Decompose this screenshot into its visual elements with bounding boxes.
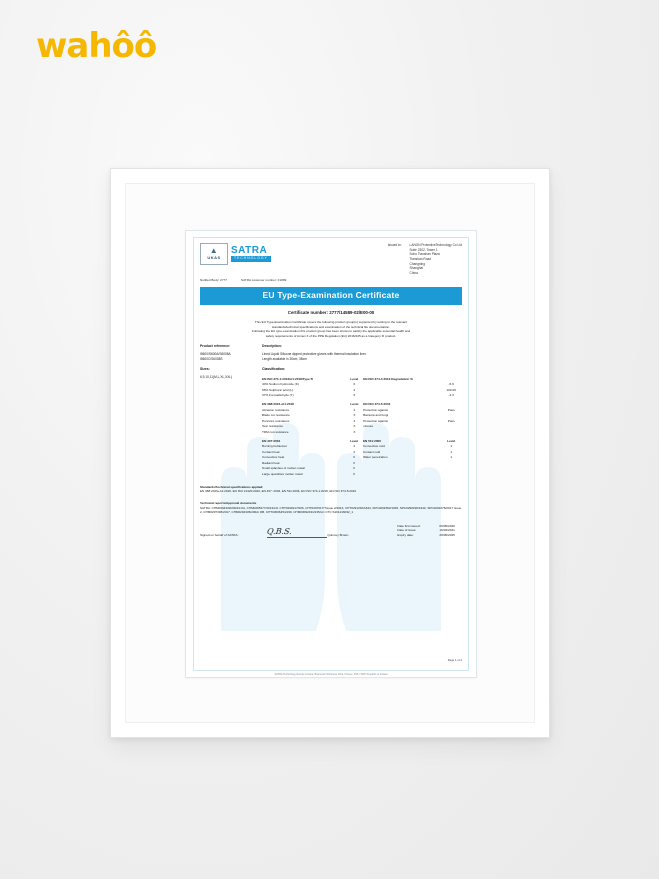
intro-line: safety requirements of Annex II of the PPE Regulation (EU) 2016/425 as a Category III product. <box>265 333 397 338</box>
signature-glyph: Q.B.S. <box>266 527 293 537</box>
cell-property-right <box>363 393 442 398</box>
product-reference-values <box>200 352 462 362</box>
cell-property-right <box>363 429 442 434</box>
certificate-footer: SATRA Technology Europe Limited, Bracetown Business Park, Clonee, D15 YN2P, Republic of Ireland <box>274 672 388 676</box>
expiry-date-label: Expiry date: <box>397 532 414 537</box>
signature-row <box>200 524 462 538</box>
cell-property: Tear resistance <box>262 424 283 429</box>
cell-level: 6 <box>353 393 356 398</box>
cell-level: 4 <box>353 444 355 449</box>
technical-block <box>200 501 462 514</box>
signature-area <box>267 528 327 537</box>
cell-level: 6 <box>353 382 356 387</box>
description-text <box>262 352 367 362</box>
cell-property-right: Bacteria and fungi <box>363 413 389 418</box>
classification-tables <box>262 375 462 476</box>
table-standard-left: EN ISO 374-1:2016/A1:2018/Type B <box>262 376 313 381</box>
table-row <box>262 393 462 398</box>
cell-property-right: Protection against <box>363 407 388 412</box>
ukas-icon: ▲ UKAS <box>200 243 228 265</box>
certificate-header <box>200 243 462 275</box>
cell-property-right: Contact cold <box>362 449 381 454</box>
certificate-intro <box>200 320 462 339</box>
date-of-issue-value: 16/04/2021 <box>439 528 455 533</box>
cell-property: Blade cut resistance <box>262 413 290 418</box>
date-first-issued-value: 09/05/2020 <box>439 523 455 528</box>
notified-body-value: 2777 <box>220 278 228 283</box>
classification-table <box>262 402 462 435</box>
sizes-label: Sizes: <box>200 366 210 371</box>
table-header-level-left: Level <box>350 439 359 444</box>
satra-name: SATRA <box>231 245 268 257</box>
sizes-values <box>200 375 462 476</box>
table-standard-right: EN 511:2006 <box>362 439 381 444</box>
cell-property: Radiant heat <box>262 460 280 465</box>
classification-table <box>262 376 462 398</box>
sizes-value: 6,9,10,11(M,L,XL,XXL) <box>200 375 233 380</box>
cell-property-right: viruses <box>363 424 374 429</box>
issued-to-label: Issued to: <box>387 243 402 247</box>
description-line: Lined Liquid Silicone dipped protective gloves with thermal insulation liner. <box>262 352 367 357</box>
signatory-name: Quincey Brown <box>327 533 349 538</box>
table-standard-right: EN ISO 374-4:2019 Degradation % <box>363 376 413 381</box>
satra-subtitle: TECHNOLOGY <box>231 256 271 261</box>
cell-level-right: 100.00 <box>446 387 456 392</box>
satra-logo <box>200 243 271 265</box>
classification-label: Classification: <box>262 366 286 371</box>
standards-title: Standards/Technical specifications applied: <box>200 484 264 489</box>
table-standard-right: EN ISO 374-5:2016 <box>363 402 391 407</box>
cell-property: 37% Formaldehyde (T) <box>262 393 294 398</box>
classification-table <box>262 439 462 477</box>
cell-level: 4 <box>353 449 355 454</box>
sizes-section <box>200 367 462 372</box>
certificate-body <box>186 231 476 677</box>
issued-to-address <box>410 243 462 275</box>
cell-property: Small splashes of molten metal <box>262 466 305 471</box>
issued-to-block <box>388 243 462 275</box>
cell-property-right: Convective cold <box>362 444 385 449</box>
technical-title: Technical reports/Approval documents <box>200 501 257 506</box>
certificate-number-label: Certificate number: <box>287 310 329 316</box>
cell-property: Puncture resistance <box>262 418 290 423</box>
address-line: LANON ProtectiveTechnology Co Ltd <box>409 243 462 247</box>
cell-property: Contact heat <box>262 449 280 454</box>
cell-property: Burning behaviour <box>262 444 288 449</box>
certificate-document <box>186 231 476 677</box>
dates-block <box>397 524 462 538</box>
table-header-level-right: Level <box>447 439 456 444</box>
table-standard-left: EN 388:2016+A1:2018 <box>262 402 294 407</box>
cell-property: Large quantities molten metal <box>262 471 303 476</box>
cell-level: X <box>353 460 356 465</box>
picture-frame <box>110 168 550 738</box>
expiry-date-row <box>397 533 462 538</box>
notified-body-row <box>200 278 462 282</box>
cell-level: X <box>353 471 356 476</box>
table-row <box>262 429 462 434</box>
cell-level: X <box>353 424 356 429</box>
cell-level: X <box>353 455 356 460</box>
address-line: Suite 2302, Tower 1 <box>409 247 438 252</box>
cell-level: 2 <box>353 387 356 392</box>
table-row <box>262 471 462 476</box>
address-line: Changning <box>409 261 425 266</box>
address-line: Tianshan Road <box>409 256 432 261</box>
standards-block <box>200 485 462 494</box>
page-number: Page 1 of 2 <box>447 658 462 663</box>
cell-property: Convective heat <box>262 455 285 460</box>
date-first-issued-label: Date first issued: <box>397 523 421 528</box>
cell-level-right: 1 <box>450 449 453 454</box>
ukas-label: UKAS <box>207 255 221 261</box>
product-reference-label: Product reference: <box>200 343 231 348</box>
description-label: Description: <box>262 343 282 348</box>
signed-label: Signed on behalf of SATRA: <box>200 533 239 538</box>
expiry-date-value: 28/05/2025 <box>439 532 455 537</box>
cell-level-right: Pass <box>447 418 455 423</box>
notified-body-label: Notified Body: <box>200 278 220 283</box>
cell-property: TDM cut resistance <box>262 429 289 434</box>
cell-property: Abrasion resistance <box>262 407 290 412</box>
description-line: Length available in 30cm, 38cm <box>262 357 307 362</box>
product-reference-section <box>200 344 462 349</box>
cell-level-right: Pass <box>447 407 455 412</box>
cell-property-right: Water penetration <box>362 455 388 460</box>
cell-property-right: Protection against <box>363 418 388 423</box>
cell-level-right: 1 <box>450 444 453 449</box>
date-of-issue-label: Date of issue: <box>397 528 417 533</box>
intro-line: Following the EU type-examination this product group has been shown to satisfy the applicable essential health and <box>251 329 411 334</box>
brand-logo: wahôô <box>36 26 157 66</box>
cell-level: X <box>353 413 356 418</box>
product-reference-list <box>200 352 262 362</box>
cell-level: 4 <box>353 407 356 412</box>
intro-line: This EU Type-Examination Certificate covers the following product group(s) supported by testing to the relevant <box>254 320 408 325</box>
address-line: Shanghai <box>409 266 424 271</box>
cell-property-right <box>363 471 442 476</box>
cell-level-right: 1 <box>450 455 453 460</box>
signature-line <box>267 537 327 538</box>
product-reference-item: I5600/S600A/S6008A <box>200 352 231 357</box>
cell-level: 3 <box>353 418 356 423</box>
address-line: Soho Tianshan Plaza <box>409 252 440 257</box>
cell-level-right: -5.9 <box>448 382 454 387</box>
cell-property: 40% Sodium hydroxide (K) <box>262 382 299 387</box>
address-line: China <box>409 270 418 275</box>
customer-number-label: SATRA customer number: <box>241 278 277 283</box>
table-standard-left: EN 407:2004 <box>262 439 281 444</box>
table-header-level-left: Level <box>350 402 359 407</box>
cell-level-right <box>442 471 462 476</box>
certificate-number-line <box>200 310 462 316</box>
cell-level: X <box>353 429 356 434</box>
certificate-number-value: 2777/14589-02/E00-00 <box>329 310 375 316</box>
cell-level-right: -4.3 <box>448 393 454 398</box>
certificate-title: EU Type-Examination Certificate <box>200 287 462 305</box>
cell-level: X <box>353 466 356 471</box>
intro-line: standards/technical specifications and examination of the technical file documentation. <box>271 324 391 329</box>
table-header-level-left: Level <box>350 376 359 381</box>
cell-level-right <box>442 429 462 434</box>
standards-text: EN 388:2016+A1:2018, EN ISO 21420:2020, EN 407: 2004, EN 511:2006, EN ISO 374-1:2018, EN ISO 374-5:2016 <box>200 488 357 493</box>
technical-text: SATRA: CHM0394339/2004/LOA, CHM0295377/2013/LR, CHT0299217/006, CHT0297017/Tissue 2/2016, CHT0291332/1844, SPC0291582/1945, SPC0290018/1940, SPC0291678/2017 Issue 2, CHM0297338/2017, CHM0294336/200A/ DB, CHT0309645/2199, CHM0309243/2135/LC CTC:S191216032_1 <box>200 505 462 515</box>
cell-property: 96% Sulphuric acid (L) <box>262 387 294 392</box>
customer-number-value: F1889 <box>277 278 287 283</box>
product-reference-item: I5600C/S6008S <box>200 357 223 362</box>
